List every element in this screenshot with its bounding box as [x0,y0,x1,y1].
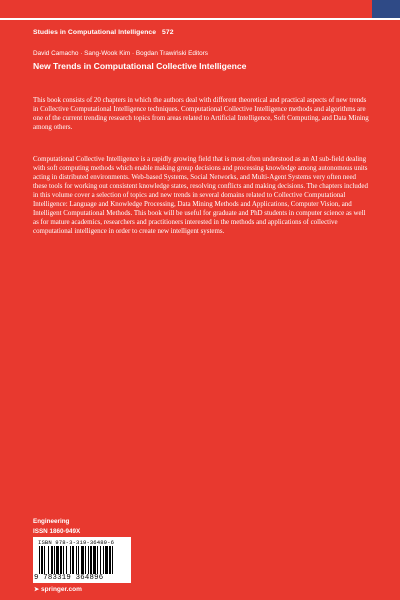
arrow-icon: ➤ [34,587,40,593]
series-line [33,29,174,36]
publisher-footer [34,586,82,593]
series-number: 572 [162,29,174,36]
series-name: Studies in Computational Intelligence [33,29,157,36]
issn-label: ISSN 1860-949X [33,528,81,535]
isbn-label: ISBN 978-3-319-36489-6 [38,539,115,546]
subject-label: Engineering [33,518,70,525]
editors-line: David Camacho · Sang-Wook Kim · Bogdan Trawiński Editors [33,50,208,57]
barcode-box [33,537,131,583]
blurb-paragraph-2: Computational Collective Intelligence is a rapidly growing field that is most often understood as an AI sub-field dealing with soft computing methods which enable making group decisions and processing knowledge among autonomous units acting in distributed environments. Web-based Systems, Social Networks, and Multi-Agent Systems very often need these tools for working out consistent knowledge states, resolving conflicts and making decisions. The chapters included in this volume cover a selection of topics and new trends in several domains related to Collective Computational Intelligence: Language and Knowledge Processing, Data Mining Methods and Applications, Computer Vision, and Intelligent Computational Methods. This book will be useful for graduate and PhD students in computer science as well as for mature academics, researchers and practitioners interested in the methods and applications of collective computational intelligence in order to create new intelligent systems. [33,155,368,236]
ean-label: 9 783319 364896 [34,574,104,582]
publisher-site: springer.com [41,586,82,593]
top-rule [0,18,400,20]
series-color-tab [372,0,400,18]
barcode-bars [39,546,125,574]
book-title: New Trends in Computational Collective Intelligence [33,61,247,71]
blurb-paragraph-1: This book consists of 20 chapters in which the authors deal with different theoretical and practical aspects of new trends in Collective Computational Intelligence techniques. Computational Collective Intelligence methods and algorithms are one of the current trending research topics from areas related to Artificial Intelligence, Soft Computing, and Data Mining among others. [33,96,369,132]
